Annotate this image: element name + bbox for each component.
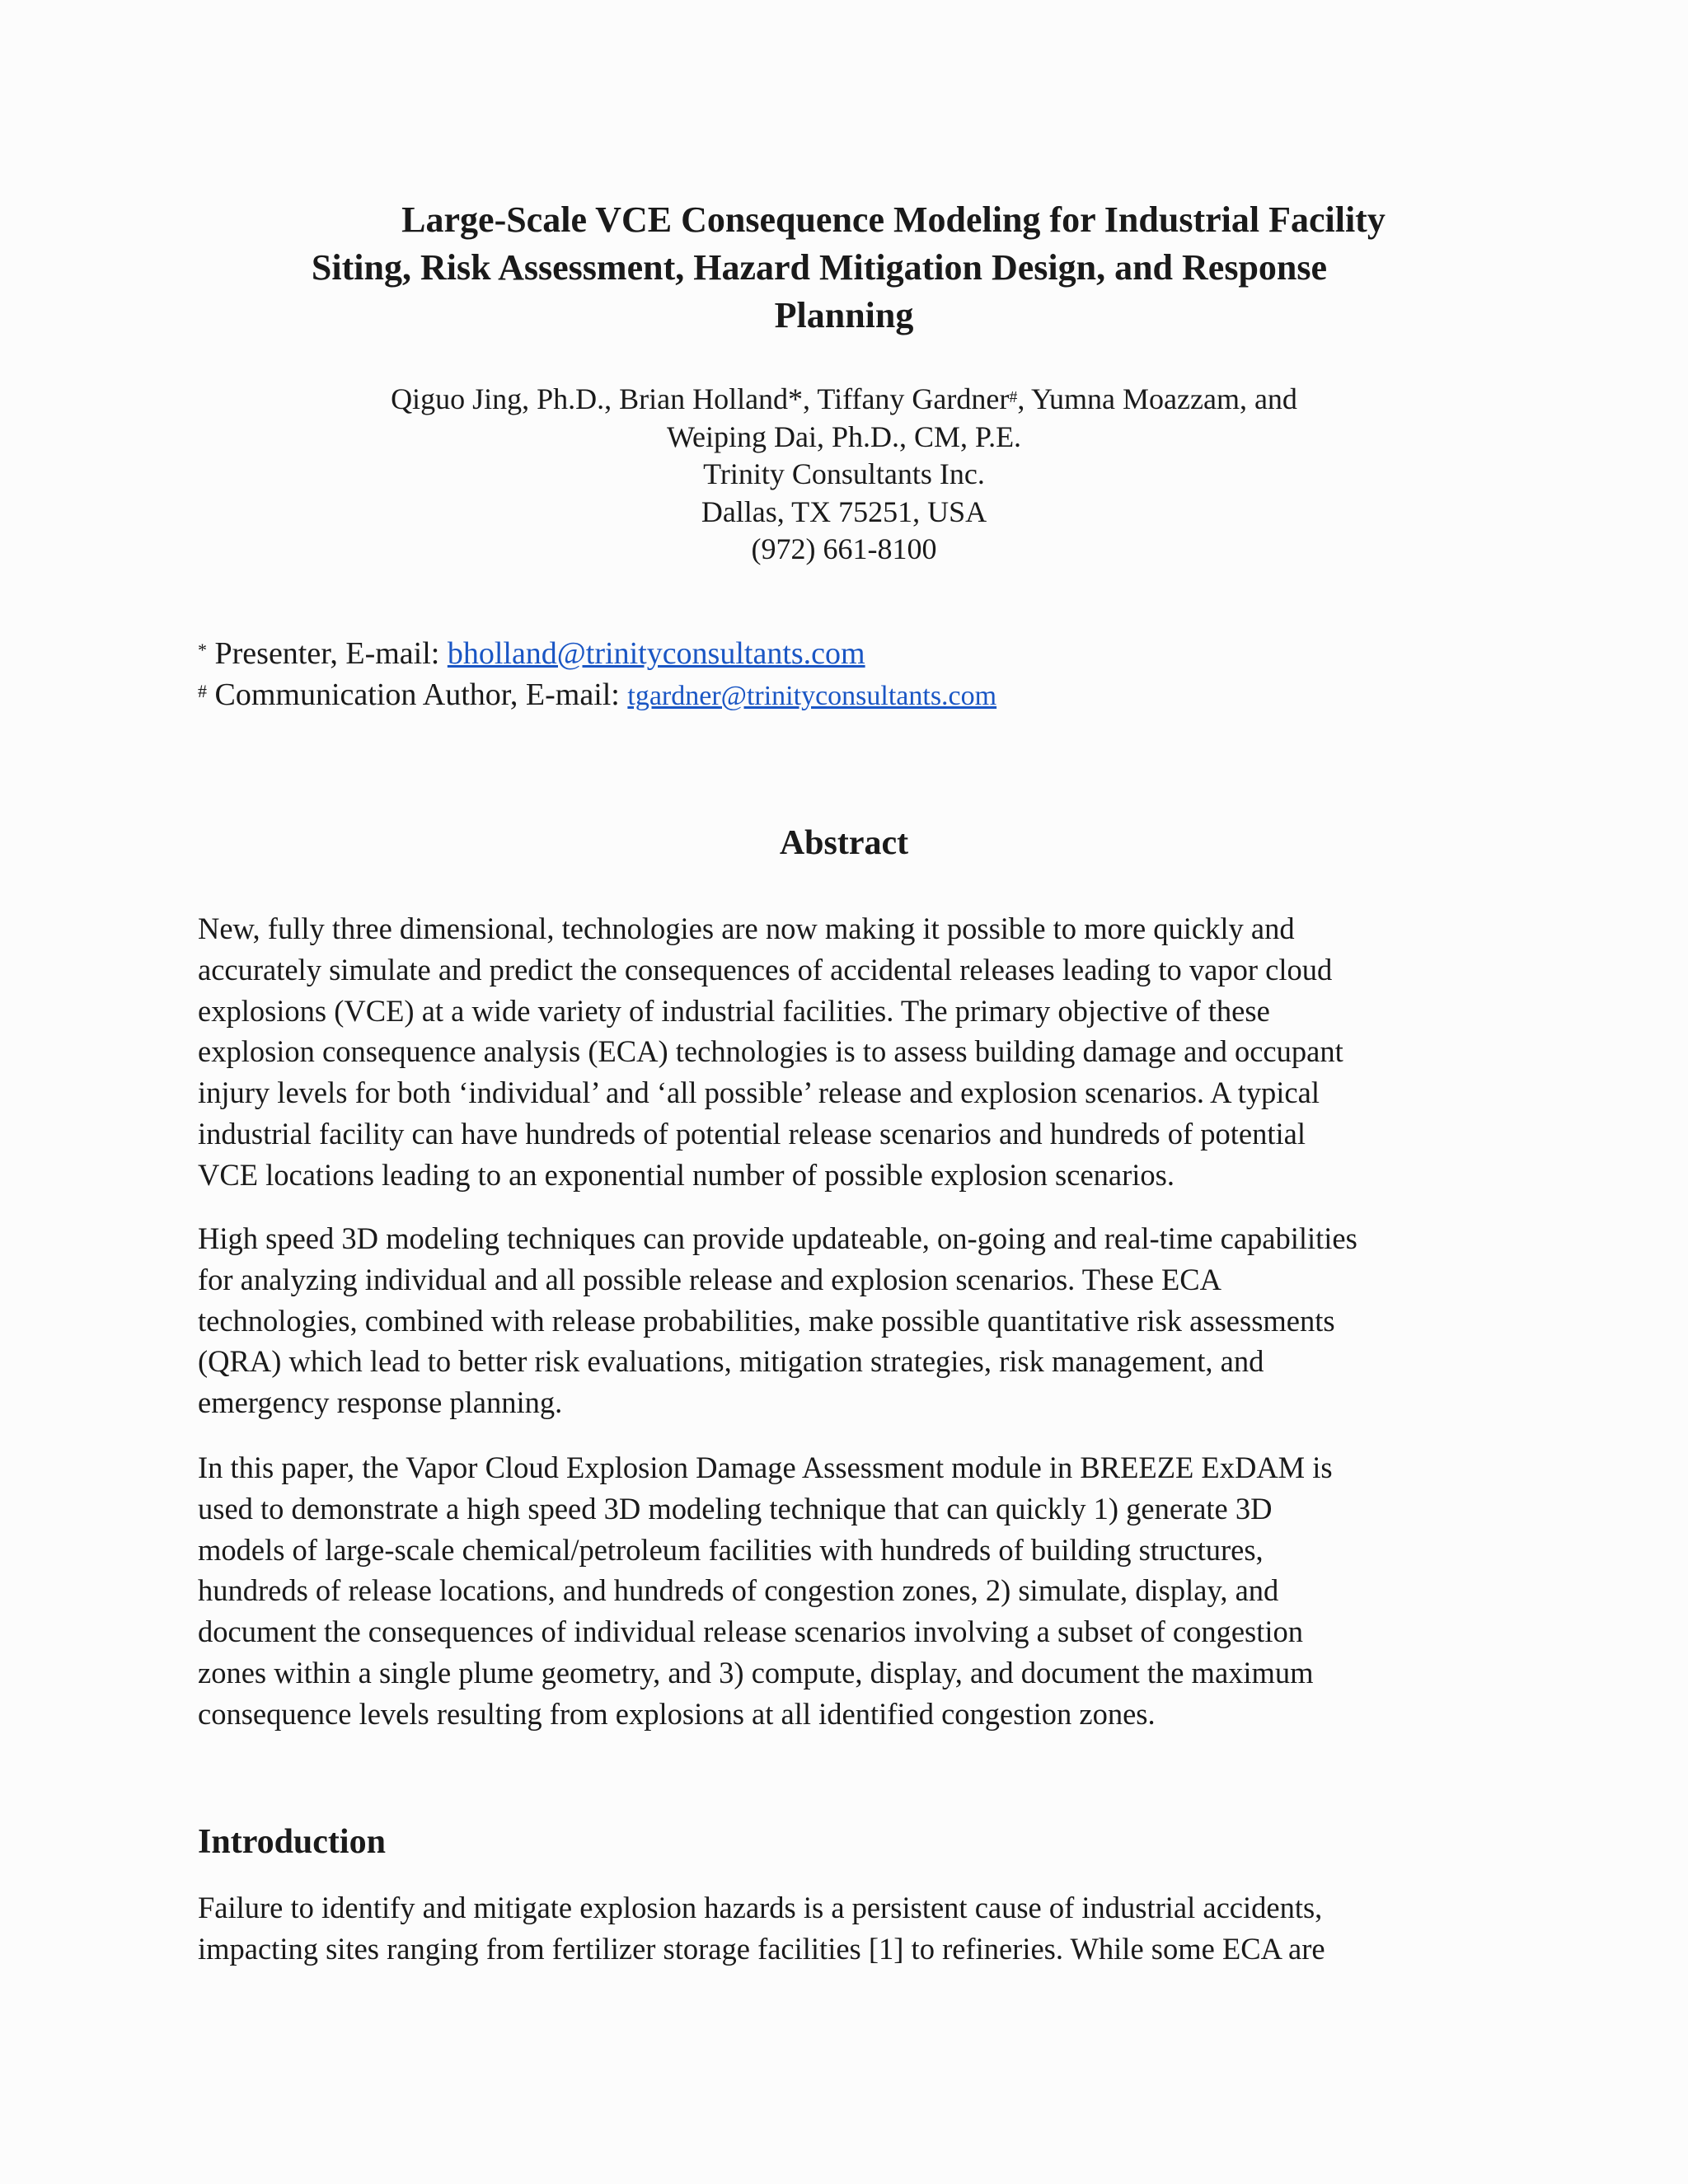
text-line: emergency response planning. (198, 1385, 563, 1420)
communication-label: Communication Author, E-mail: (207, 677, 628, 712)
text-line: technologies, combined with release probabilities, make possible quantitative risk assessments (198, 1303, 1335, 1338)
authors-line-1 (198, 381, 1490, 419)
communication-email-link[interactable]: tgardner@trinityconsultants.com (627, 681, 997, 711)
authors-line-1-a: Qiguo Jing, Ph.D., Brian Holland*, Tiffany Gardner (391, 382, 1010, 415)
text-line: injury levels for both ‘individual’ and ‘all possible’ release and explosion scenarios. A typical (198, 1076, 1320, 1110)
gardner-mark: # (1009, 388, 1018, 406)
affiliation-org: Trinity Consultants Inc. (703, 457, 985, 490)
text-line: impacting sites ranging from fertilizer storage facilities [1] to refineries. While some ECA are (198, 1931, 1325, 1966)
text-line: zones within a single plume geometry, and 3) compute, display, and document the maximum (198, 1655, 1314, 1690)
presenter-label: Presenter, E-mail: (207, 636, 448, 671)
contact-block (198, 633, 996, 717)
text-line: In this paper, the Vapor Cloud Explosion Damage Assessment module in BREEZE ExDAM is (198, 1451, 1333, 1484)
text-line: for analyzing individual and all possible release and explosion scenarios. These ECA (198, 1262, 1222, 1296)
introduction-heading: Introduction (198, 1823, 386, 1861)
text-line: explosion consequence analysis (ECA) technologies is to assess building damage and occupant (198, 1034, 1343, 1069)
author-block (198, 381, 1490, 569)
text-line: Failure to identify and mitigate explosion hazards is a persistent cause of industrial accidents, (198, 1891, 1323, 1924)
presenter-line (198, 633, 996, 674)
authors-line-2: Weiping Dai, Ph.D., CM, P.E. (666, 419, 1022, 453)
text-line: hundreds of release locations, and hundreds of congestion zones, 2) simulate, display, and (198, 1573, 1279, 1608)
text-line: accurately simulate and predict the consequences of accidental releases leading to vapor cloud (198, 952, 1333, 987)
communication-mark: # (198, 681, 207, 701)
title-line-2: Siting, Risk Assessment, Hazard Mitigation Design, and Response (311, 247, 1328, 288)
abstract-paragraph-3 (198, 1447, 1500, 1735)
text-line: document the consequences of individual release scenarios involving a subset of congestion (198, 1615, 1304, 1649)
paper-title (198, 196, 1490, 340)
affiliation-city: Dallas, TX 75251, USA (701, 494, 987, 528)
text-line: industrial facility can have hundreds of potential release scenarios and hundreds of potential (198, 1116, 1306, 1151)
communication-author-line (198, 674, 996, 717)
text-line: used to demonstrate a high speed 3D modeling technique that can quickly 1) generate 3D (198, 1491, 1273, 1526)
abstract-heading: Abstract (779, 824, 909, 862)
abstract-paragraph-2 (198, 1218, 1500, 1423)
presenter-mark: * (198, 640, 207, 660)
presenter-email-link[interactable]: bholland@trinityconsultants.com (447, 636, 865, 671)
affiliation-phone: (972) 661-8100 (751, 532, 937, 565)
text-line: High speed 3D modeling techniques can provide updateable, on-going and real-time capabilities (198, 1221, 1357, 1255)
text-line: VCE locations leading to an exponential number of possible explosion scenarios. (198, 1157, 1175, 1192)
text-line: explosions (VCE) at a wide variety of industrial facilities. The primary objective of these (198, 993, 1270, 1028)
abstract-paragraph-1 (198, 908, 1500, 1196)
text-line: (QRA) which lead to better risk evaluations, mitigation strategies, risk management, and (198, 1344, 1264, 1379)
title-line-3: Planning (774, 295, 914, 335)
text-line: consequence levels resulting from explosions at all identified congestion zones. (198, 1696, 1156, 1731)
title-line-1: Large-Scale VCE Consequence Modeling for Industrial Facility (401, 199, 1386, 240)
text-line: models of large-scale chemical/petroleum facilities with hundreds of building structures, (198, 1532, 1264, 1567)
introduction-paragraph-1 (198, 1887, 1500, 1970)
authors-line-1-b: , Yumna Moazzam, and (1017, 382, 1297, 415)
text-line: New, fully three dimensional, technologies are now making it possible to more quickly and (198, 912, 1295, 945)
